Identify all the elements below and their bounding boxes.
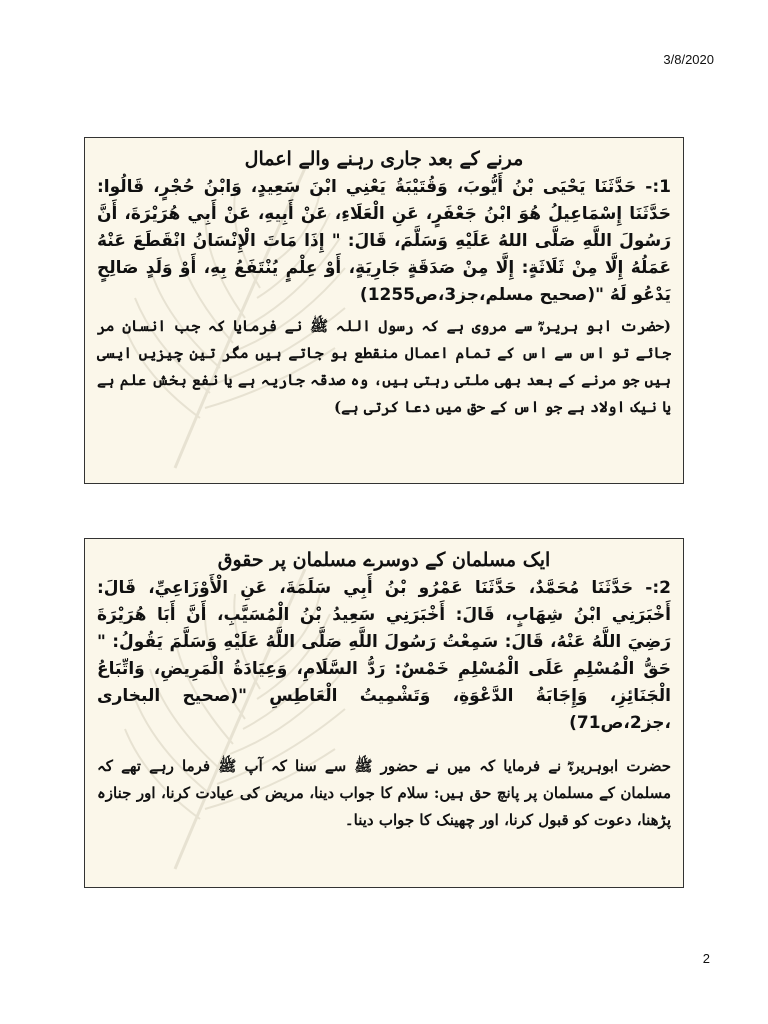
hadith-arabic-text: 2:- حَدَّثَنَا مُحَمَّدٌ، حَدَّثَنَا عَمْرُو بْنُ أَبِي سَلَمَةَ، عَنِ الْأَوْزَاعِيِّ، قَالَ: أَخْبَرَنِي ابْنُ شِهَابٍ، قَالَ: أَخْبَرَنِي سَعِيدُ بْنُ الْمُسَيَّبِ، أَنَّ أَبَا هُرَيْرَةَ رَضِيَ اللَّهُ عَنْهُ، قَالَ: سَمِعْتُ رَسُولَ اللَّهِ صَلَّى اللَّهُ عَلَيْهِ وَسَلَّمَ يَقُولُ: " حَقُّ الْمُسْلِمِ عَلَى الْمُسْلِمِ خَمْسٌ: رَدُّ السَّلَامِ، وَعِيَادَةُ الْمَرِيضِ، وَاتِّبَاعُ الْجَنَائِزِ، وَإِجَابَةُ الدَّعْوَةِ، وَتَشْمِيتُ الْعَاطِسِ "(صحيح البخارى ،جز2،ص71) — [97, 578, 671, 733]
hadith-urdu-translation: حضرت ابوہریرہؓ نے فرمایا کہ میں نے حضور ﷺ سے سنا کہ آپ ﷺ فرما رہے تھے کہ مسلمان کے مسلمان پر پانچ حق ہیں: سلام کا جواب دینا، مریض کی عیادت کرنا، اور جنازہ پڑھنا، دعوت کو قبول کرنا، اور چھینک کا جواب دینا۔ — [97, 757, 671, 829]
page-number: 2 — [702, 951, 710, 966]
date-label: 3/8/2020 — [663, 52, 714, 67]
hadith-urdu-translation: (حضرت ابو ہریرہؓ سے مروی ہے کہ رسول اللہ ﷺ نے فرمایا کہ جب انسان مر جائے تو اس سے اس کے تمام اعمال منقطع ہو جاتے ہیں مگر تین چیزیں ایسی ہیں جو مرنے کے بعد بھی ملتی رہتی ہیں، وہ صدقہ جاریہ ہے یا نفع بخش علم ہے یا نیک اولاد ہے جو اس کے حق میں دعا کرتی ہے) — [97, 317, 671, 416]
slide-2 — [84, 538, 684, 888]
slide-1 — [84, 137, 684, 484]
slide-title: مرنے کے بعد جاری رہنے والے اعمال — [244, 148, 524, 170]
slide-title: ایک مسلمان کے دوسرے مسلمان پر حقوق — [217, 549, 551, 571]
hadith-arabic-text: 1:- حَدَّثَنَا يَحْيَى بْنُ أَيُّوبَ، وَقُتَيْبَةُ يَعْنِي ابْنَ سَعِيدٍ، وَابْنُ حُجْرٍ، قَالُوا: حَدَّثَنَا إِسْمَاعِيلُ هُوَ ابْنُ جَعْفَرٍ، عَنِ الْعَلَاءِ، عَنْ أَبِيهِ، عَنْ أَبِي هُرَيْرَةَ، أَنَّ رَسُولَ اللَّهِ صَلَّى اللهُ عَلَيْهِ وَسَلَّمَ، قَالَ: " إِذَا مَاتَ الْإِنْسَانُ انْقَطَعَ عَنْهُ عَمَلُهُ إِلَّا مِنْ ثَلَاثَةٍ: إِلَّا مِنْ صَدَقَةٍ جَارِيَةٍ، أَوْ عِلْمٍ يُنْتَفَعُ بِهِ، أَوْ وَلَدٍ صَالِحٍ يَدْعُو لَهُ "(صحيح مسلم،جز3،ص1255) — [97, 177, 671, 305]
